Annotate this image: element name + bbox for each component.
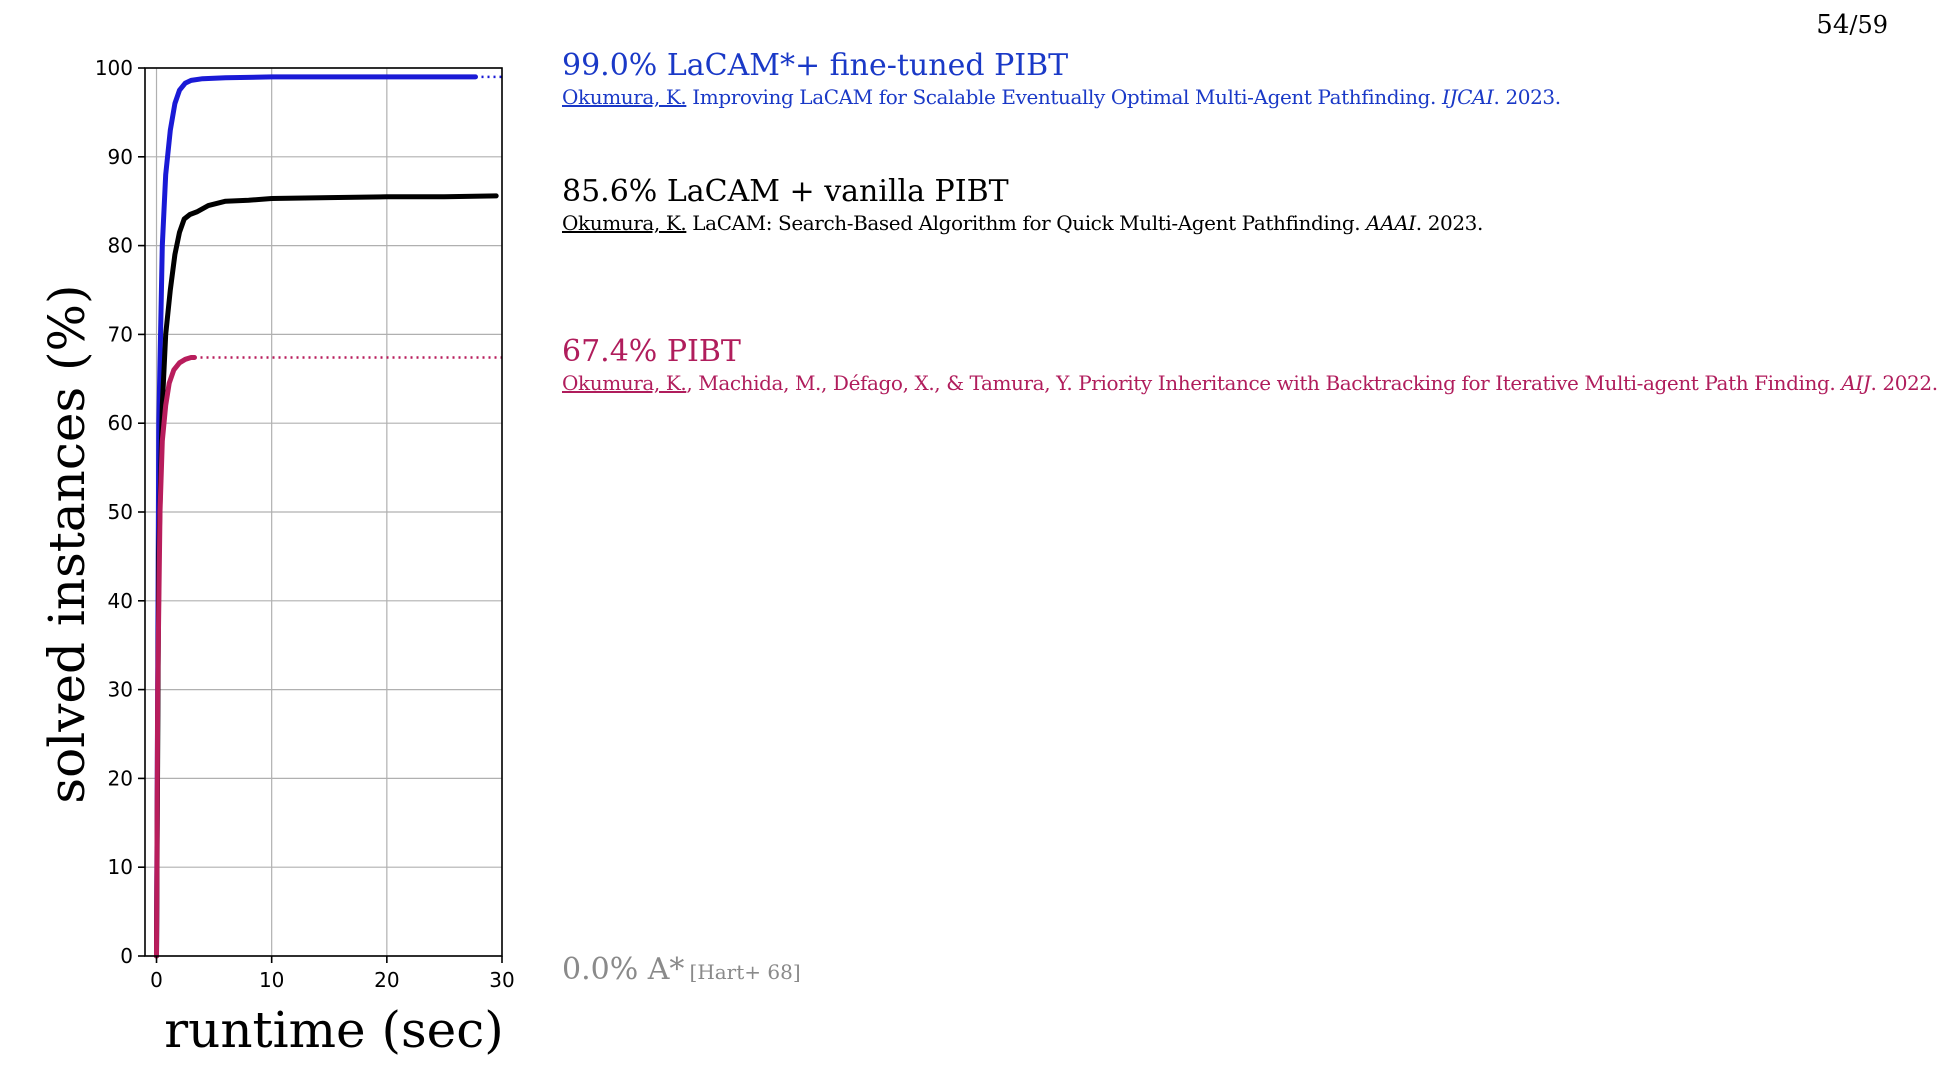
y-tick-label: 60 <box>107 411 133 436</box>
citation-author: Okumura, K. <box>562 211 687 235</box>
y-tick-label: 70 <box>107 322 133 347</box>
citation-venue: AIJ <box>1841 371 1871 395</box>
citation-body: , Machida, M., Défago, X., & Tamura, Y. Priority Inheritance with Backtracking for Iterative Multi-agent Path Finding. <box>686 371 1842 395</box>
series-line-2 <box>157 358 195 957</box>
chart-series <box>157 77 503 956</box>
y-tick-label: 80 <box>107 233 133 258</box>
y-tick-label: 20 <box>107 766 133 791</box>
chart-grid <box>145 68 502 956</box>
citation-body: LaCAM: Search-Based Algorithm for Quick Multi-Agent Pathfinding. <box>686 211 1367 235</box>
entry-headline: 67.4% PIBT <box>562 334 741 369</box>
entry-note: [Hart+ 68] <box>689 960 801 984</box>
entry-headline: 85.6% LaCAM + vanilla PIBT <box>562 174 1009 209</box>
x-tick-label: 10 <box>258 968 285 992</box>
entry-citation <box>562 210 1483 236</box>
entry-citation <box>562 84 1561 110</box>
y-tick-label: 0 <box>120 944 133 968</box>
page-number <box>1816 10 1888 40</box>
citation-author: Okumura, K. <box>562 371 687 395</box>
legend-entry-lacam <box>562 174 1483 236</box>
legend-entry-astar <box>562 952 801 988</box>
citation-venue: AAAI <box>1366 211 1416 235</box>
citation-year: . 2022. <box>1870 371 1938 395</box>
y-tick-label: 50 <box>107 500 133 524</box>
entry-headline: 99.0% LaCAM*+ fine-tuned PIBT <box>562 48 1069 83</box>
x-tick-label: 0 <box>150 968 163 992</box>
chart <box>0 0 560 1080</box>
y-tick-label: 30 <box>107 677 133 702</box>
y-axis-title: solved instances (%) <box>38 284 96 804</box>
citation-year: . 2023. <box>1415 211 1483 235</box>
citation-venue: IJCAI <box>1441 85 1494 109</box>
x-tick-label: 30 <box>489 968 515 992</box>
citation-body: Improving LaCAM for Scalable Eventually Optimal Multi-Agent Pathfinding. <box>686 85 1442 109</box>
citation-year: . 2023. <box>1493 85 1561 109</box>
y-tick-label: 10 <box>107 855 133 880</box>
y-tick-label: 90 <box>107 144 133 169</box>
legend-entry-pibt <box>562 334 1938 396</box>
x-axis-title: runtime (sec) <box>164 1001 504 1059</box>
entry-citation <box>562 370 1938 396</box>
x-tick-label: 20 <box>374 968 400 992</box>
y-tick-label: 40 <box>107 588 133 613</box>
y-tick-label: 100 <box>94 56 133 80</box>
entry-headline: 0.0% A* <box>562 952 685 987</box>
citation-author: Okumura, K. <box>562 85 687 109</box>
legend-entry-lacam-star <box>562 48 1561 110</box>
page-current: 54 <box>1816 10 1850 40</box>
page-total: /59 <box>1849 11 1888 39</box>
series-line-1 <box>157 196 497 956</box>
